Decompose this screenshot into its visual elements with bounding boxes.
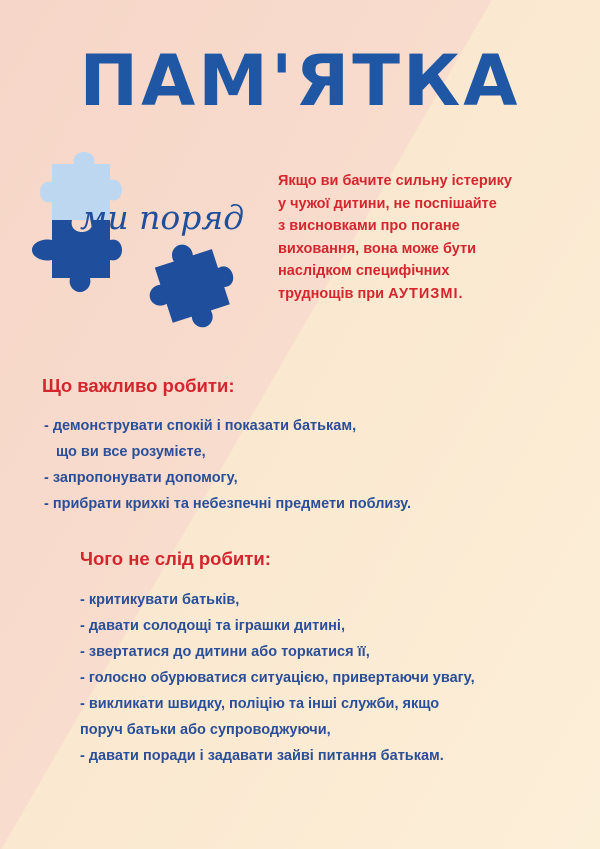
- list-item: - звертатися до дитини або торкатися її,: [80, 644, 370, 660]
- dont-heading: Чого не слід робити:: [80, 548, 271, 569]
- list-item: - демонструвати спокій і показати батькам,: [44, 418, 357, 434]
- intro-line: виховання, вона може бути: [278, 240, 477, 257]
- intro-line: з висновками про погане: [278, 218, 460, 234]
- intro-line: [278, 283, 578, 306]
- list-item: що ви все розумієте,: [56, 444, 206, 460]
- intro-text: [278, 170, 578, 305]
- list-item: - критикувати батьків,: [80, 592, 240, 608]
- dont-list: [80, 587, 475, 769]
- logo: [22, 150, 267, 340]
- list-item: поруч батьки або супроводжуючи,: [80, 722, 331, 738]
- list-item: - давати солодощі та іграшки дитині,: [80, 618, 345, 634]
- intro-line: наслідком специфічних: [278, 263, 450, 279]
- autism-emphasis: АУТИЗМІ: [388, 285, 459, 302]
- intro-line: у чужої дитини, не поспішайте: [278, 195, 497, 212]
- logo-text: ми поряд: [80, 198, 245, 237]
- list-item: - запропонувати допомогу,: [44, 470, 238, 486]
- list-item: - давати поради і задавати зайві питання батькам.: [80, 748, 444, 764]
- do-heading: Що важливо робити:: [42, 375, 235, 396]
- list-item: - викликати швидку, поліцію та інші служби, якщо: [80, 696, 440, 712]
- intro-last-text: труднощів при: [278, 285, 389, 302]
- intro-line: Якщо ви бачите сильну істерику: [278, 173, 512, 189]
- do-list: [44, 413, 411, 517]
- puzzle-pieces-icon: [22, 150, 267, 340]
- intro-period: .: [458, 285, 463, 302]
- list-item: - прибрати крихкі та небезпечні предмети поблизу.: [44, 496, 411, 512]
- list-item: - голосно обурюватися ситуацією, привертаючи увагу,: [80, 670, 475, 686]
- page-title: ПАМ'ЯТКА: [79, 40, 521, 122]
